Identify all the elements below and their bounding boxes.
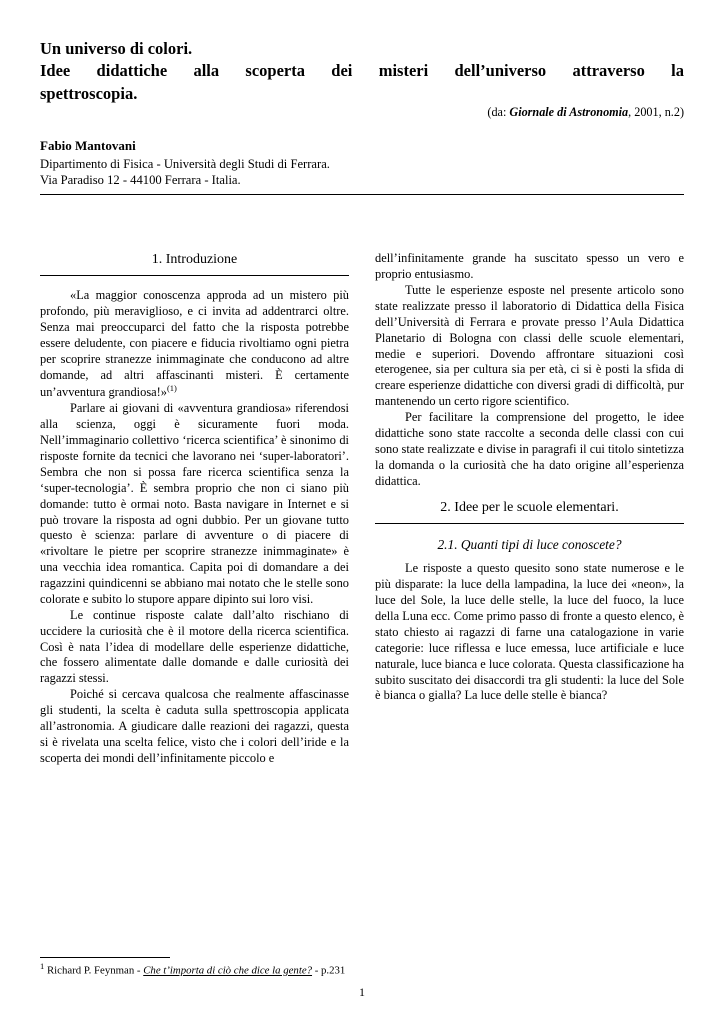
footnote-author: Richard P. Feynman -: [46, 964, 144, 977]
source-journal: Giornale di Astronomia: [509, 104, 629, 119]
paragraph: Le risposte a questo quesito sono state numerose e le più disparate: la luce della lampadina, la luce dei «neon», la luce del Sole, la luce delle stelle, la luce del fuoco, la luce della Luna ecc. Come primo passo di fronte a questo elenco, è stato chiesto ai ragazzi di farne una catalogazione in varie categorie: luce riflessa e luce emessa, luce artificiale e luce naturale, luce bianca e luce colorata. Questa classificazione ha subito suscitato dei disaccordi tra gli studenti: la luce del Sole è bianca o gialla? La luce delle stelle è bianca?: [375, 561, 684, 703]
section-heading-introduzione: 1. Introduzione: [151, 252, 238, 268]
footnote-divider: [40, 957, 170, 958]
paragraph: Per facilitare la comprensione del progetto, le idee didattiche sono state raccolte a seconda delle classi con cui sono state realizzate e divise in paragrafi il cui titolo sintetizza la domanda o la curiosità che ha dato origine all’esperienza didattica.: [375, 410, 684, 488]
paragraph: Tutte le esperienze esposte nel presente articolo sono state realizzate presso il laboratorio di Didattica della Fisica dell’Università di Ferrara e provate presso l’Aula Didattica Planetario di Bologna con classi delle scuole elementari, medie e superiori. Dovendo affrontare situazioni così eterogenee, sia per cultura sia per età, ci si è posti la sfida di creare esperienze didattiche con diversi gradi di difficoltà, pur mantenendo un certo rigore scientifico.: [375, 283, 684, 409]
source-suffix: , 2001, n.2): [628, 104, 684, 119]
paragraph: [40, 288, 349, 401]
affiliation-line-1: Dipartimento di Fisica - Università degli Studi di Ferrara.: [40, 156, 330, 171]
paragraph: Parlare ai giovani di «avventura grandiosa» riferendosi alla scienza, oggi è sicuramente fuori moda. Nell’immaginario collettivo ‘ricerca scientifica’ è sinonimo di risposte fornite da tecnici che lavorano nei ‘super-laboratori’. Sembra che non si possa fare ricerca scientifica senza la ‘super-tecnologia’. È sembra proprio che non ci siano più domande: tutto è ormai noto. Basta navigare in Internet e si può trovare la risposta ad ogni dubbio. Per un giovane tutto questo è scienza: parlare di avventure o di piacere di «rivoltare le pietre per scoprire stranezze inimmaginate» è una vecchia idea romantica. Capita poi di domandare a dei ragazzini quindicenni se abbiano mai notato che le stelle sono colorate e subito lo stupore appare dipinto sui loro visi.: [40, 401, 349, 606]
elementary-heading-wrap: [375, 499, 684, 524]
paragraph: dell’infinitamente grande ha suscitato spesso un vero e proprio entusiasmo.: [375, 251, 684, 282]
body-columns: [40, 251, 684, 766]
footnote-title: Che t’importa di ciò che dice la gente?: [143, 964, 313, 977]
document-title: [40, 38, 684, 105]
right-column: [375, 251, 684, 766]
footnote-marker: 1: [40, 960, 45, 971]
left-column: [40, 251, 349, 766]
footnote-reference: (1): [166, 383, 177, 394]
section-heading-scuole-elementari: 2. Idee per le scuole elementari.: [440, 500, 619, 516]
title-line-2: Idee didattiche alla scoperta dei misteri dell’universo attraverso la: [40, 61, 684, 81]
paragraph: Le continue risposte calate dall’alto rischiano di uccidere la curiosità che è il motore della ricerca scientifica. Così è nata l’idea di modellare delle esperienze didattiche, che fossero alimentate dalle domande e dalle curiosità dei ragazzi stessi.: [40, 607, 349, 686]
intro-heading-wrap: [40, 251, 349, 276]
source-prefix: (da:: [487, 104, 510, 119]
paragraph: Poiché si cercava qualcosa che realmente affascinasse gli studenti, la scelta è caduta sulla spettroscopia applicata all’astronomia. A giudicare dalle reazioni dei ragazzi, questa si è rivelata una scelta felice, visto che i colori dell’iride e la scoperta dei mondi dell’infinitamente piccolo e: [40, 687, 349, 765]
footnote: [40, 957, 370, 978]
title-line-3: spettroscopia.: [40, 83, 138, 103]
affiliation-line-2: Via Paradiso 12 - 44100 Ferrara - Italia.: [40, 172, 241, 187]
footnote-text: [40, 961, 370, 978]
subsection-heading-tipi-di-luce: 2.1. Quanti tipi di luce conoscete?: [437, 537, 622, 553]
page-number: 1: [359, 985, 365, 999]
footnote-suffix: - p.231: [312, 964, 346, 977]
title-line-1: Un universo di colori.: [40, 39, 193, 58]
paragraph-text: «La maggior conoscenza approda ad un mistero più profondo, più meraviglioso, e ci invita ad addentrarci oltre. Senza mai preoccuparci del fatto che la risposta potrebbe essere deludente, con piacere e fiducia rivoltiamo ogni pietra per scoprire stranezze inimmaginate che conducono ad altre domande, ad altri affascinanti misteri. È certamente un’avventura grandiosa!»: [40, 288, 349, 400]
author-name: Fabio Mantovani: [40, 137, 136, 153]
source-citation: [40, 105, 684, 120]
header-divider: [40, 194, 684, 195]
